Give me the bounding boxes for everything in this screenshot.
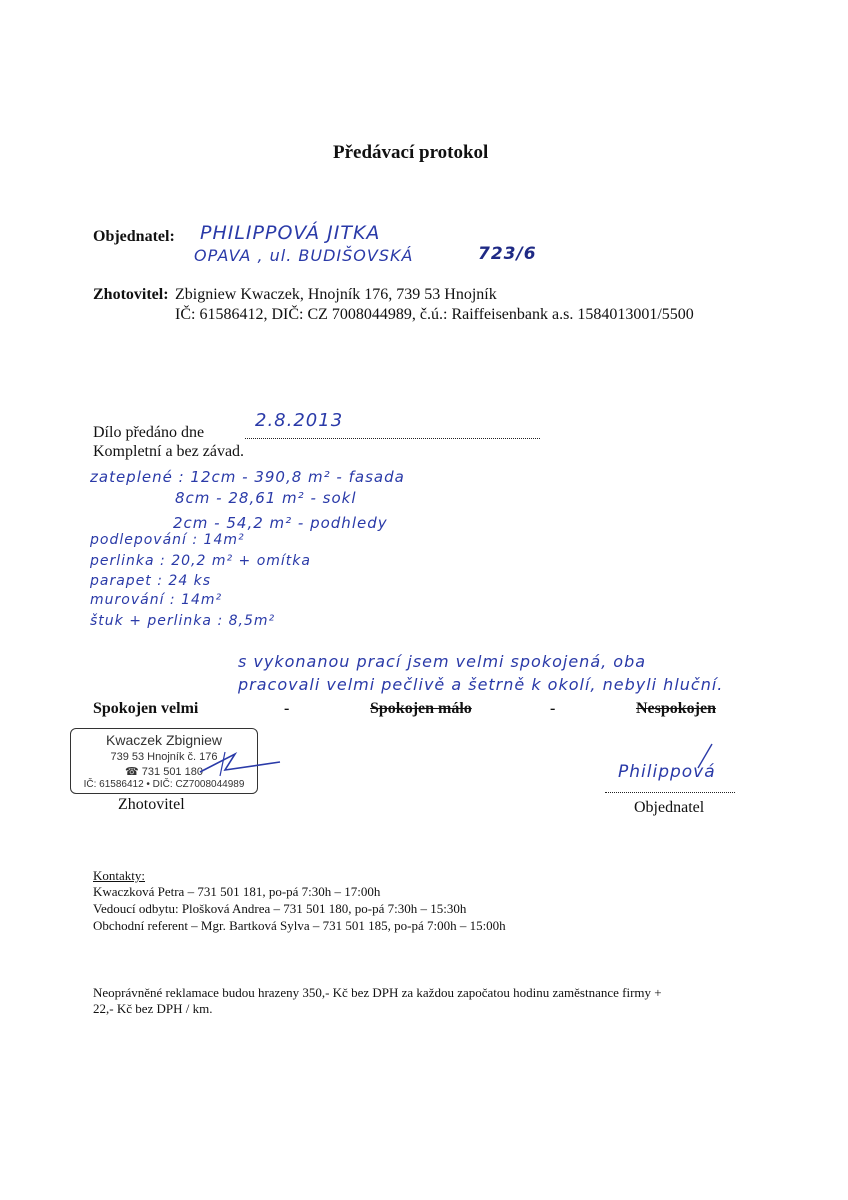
contact-line: Vedoucí odbytu: Plošková Andrea – 731 501 180, po-pá 7:30h – 15:30h: [93, 901, 467, 916]
handover-date-line: [245, 438, 540, 439]
contractor-label: Zhotovitel:: [93, 286, 169, 303]
satisfaction-option-little: Spokojen málo: [370, 700, 472, 717]
stamp-name: Kwaczek Zbigniew: [106, 732, 222, 748]
work-item: murování : 14m²: [90, 592, 223, 608]
work-item: 8cm - 28,61 m² - sokl: [175, 489, 357, 507]
comment-line1-handwritten: s vykonanou prací jsem velmi spokojená, oba: [238, 652, 647, 671]
customer-signature-stroke: [690, 742, 720, 772]
contractor-line2: IČ: 61586412, DIČ: CZ 7008044989, č.ú.: Raiffeisenbank a.s. 1584013001/5500: [175, 306, 694, 323]
notice-line2: 22,- Kč bez DPH / km.: [93, 1001, 213, 1016]
contractor-signature-scribble: [195, 742, 285, 782]
stamp-ids: IČ: 61586412 • DIČ: CZ7008044989: [83, 779, 245, 790]
customer-number-handwritten: 723/6: [478, 244, 537, 264]
stamp-phone: ☎ 731 501 180: [125, 766, 203, 778]
customer-name-handwritten: PHILIPPOVÁ JITKA: [200, 222, 381, 244]
contact-line: Obchodní referent – Mgr. Bartková Sylva – 731 501 185, po-pá 7:00h – 15:00h: [93, 918, 506, 933]
satisfaction-dash: -: [550, 700, 556, 717]
stamp-address: 739 53 Hnojník č. 176: [110, 751, 218, 763]
page-title: Předávací protokol: [333, 142, 489, 163]
customer-signature-handwritten: Philippová: [618, 762, 716, 782]
satisfaction-option-unsatisfied: Nespokojen: [636, 700, 717, 717]
comment-line2-handwritten: pracovali velmi pečlivě a šetrně k okolí, nebyli hluční.: [238, 675, 724, 694]
work-item: 2cm - 54,2 m² - podhledy: [173, 514, 388, 532]
handover-label: Dílo předáno dne: [93, 424, 205, 441]
work-item: zateplené : 12cm - 390,8 m² - fasada: [90, 468, 405, 486]
customer-label: Objednatel:: [93, 228, 175, 245]
notice-line1: Neoprávněné reklamace budou hrazeny 350,- Kč bez DPH za každou započatou hodinu zaměstnance firmy +: [93, 985, 662, 1000]
customer-address-handwritten: OPAVA , ul. BUDIŠOVSKÁ: [194, 246, 414, 265]
contact-line: Kwaczková Petra – 731 501 181, po-pá 7:30h – 17:00h: [93, 884, 381, 899]
handover-status: Kompletní a bez závad.: [93, 443, 245, 460]
satisfaction-option-very: Spokojen velmi: [93, 700, 199, 717]
contacts-heading: Kontakty:: [93, 868, 145, 883]
work-item: štuk + perlinka : 8,5m²: [90, 613, 276, 629]
work-item: parapet : 24 ks: [90, 573, 212, 589]
contractor-signature-label: Zhotovitel: [118, 796, 185, 813]
contractor-line1: Zbigniew Kwaczek, Hnojník 176, 739 53 Hnojník: [175, 286, 497, 303]
handover-date-handwritten: 2.8.2013: [255, 410, 344, 431]
work-item: perlinka : 20,2 m² + omítka: [90, 553, 311, 569]
satisfaction-dash: -: [284, 700, 290, 717]
customer-signature-label: Objednatel: [634, 799, 705, 816]
customer-signature-line: [605, 792, 735, 793]
work-item: podlepování : 14m²: [90, 532, 245, 548]
